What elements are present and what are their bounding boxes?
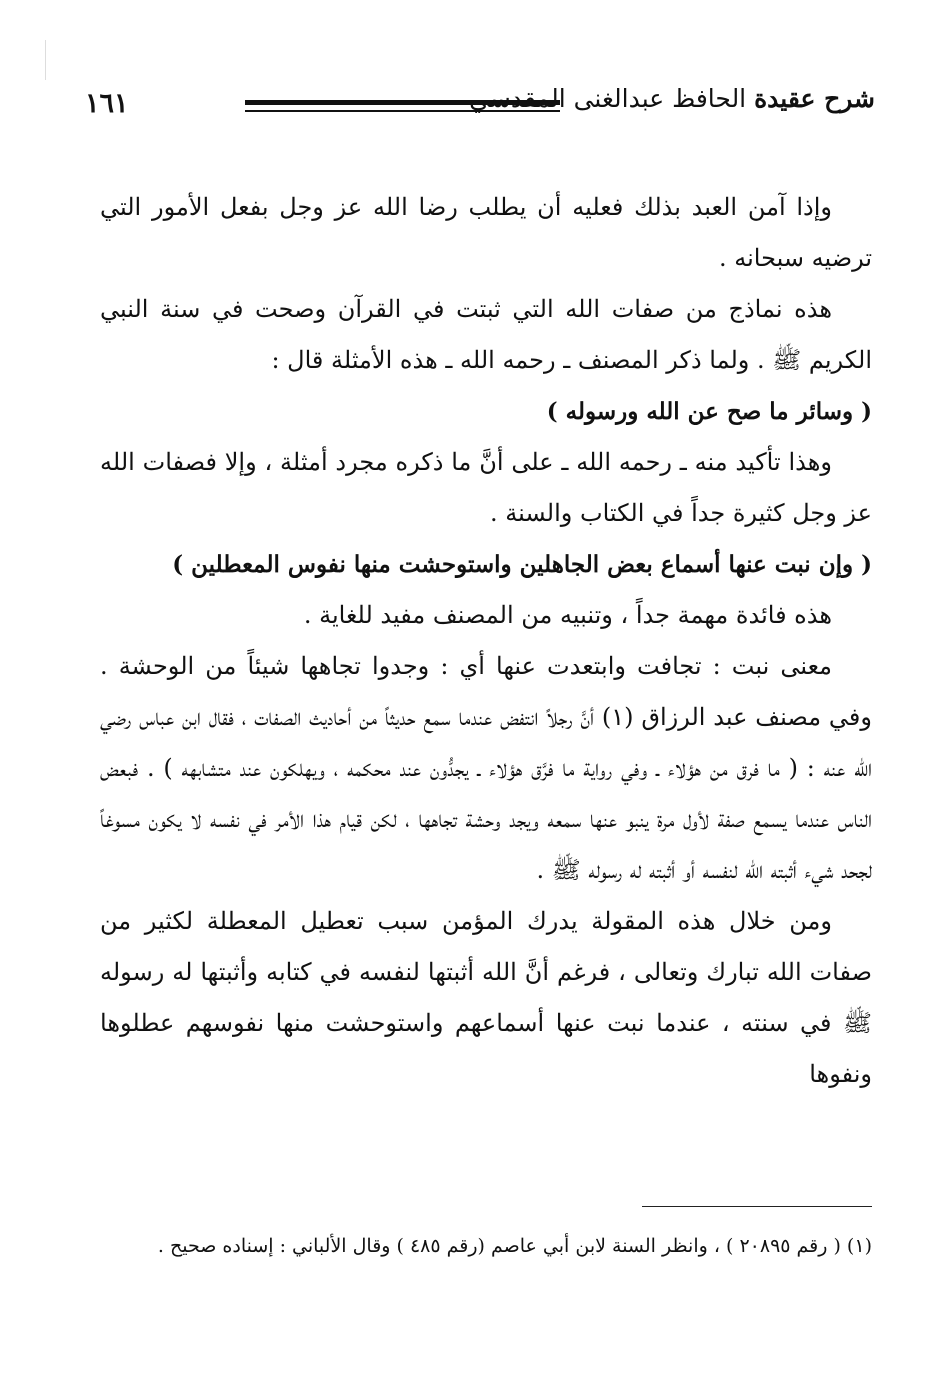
running-header: [85, 82, 875, 132]
scan-margin-mark: [45, 40, 46, 80]
matn-quote: ( وسائر ما صح عن الله ورسوله ): [546, 398, 872, 425]
paragraph: معنى نبت : تجافت وابتعدت عنها أي : وجدوا تجاهها شيئاً من الوحشة . وفي مصنف عبد الرزاق (١) أنَّ رجلاً انتفض عندما سمع حديثاً من أحاديث الصفات ، فقال ابن عباس رضي الله عنه : ( ما فرق من هؤلاء ـ وفي رواية ما فرَّق هؤلاء ـ يجدُّون عند محكمه ، ويهلكون عند متشابهه ) . فبعض الناس عندما يسمع صفة لأول مرة ينبو عنها سمعه ويجد وحشة تجاهها ، لكن قيام هذا الأمر في نفسه لا يكون مسوغاً لجحد شيء أثبته الله لنفسه أو أثبته له رسوله ﷺ .: [100, 652, 872, 884]
book-title-bold: شرح عقيدة: [754, 84, 875, 113]
paragraph: وإذا آمن العبد بذلك فعليه أن يطلب رضا الله عز وجل بفعل الأمور التي ترضيه سبحانه .: [100, 193, 872, 272]
paragraph: هذه نماذج من صفات الله التي ثبتت في القرآن وصحت في سنة النبي الكريم ﷺ . ولما ذكر المصنف ـ رحمه الله ـ هذه الأمثلة قال :: [100, 295, 872, 374]
main-text: [100, 182, 872, 1100]
book-title-rest: الحافظ عبدالغنى المقدسي: [469, 84, 755, 113]
paragraph: ومن خلال هذه المقولة يدرك المؤمن سبب تعطيل المعطلة لكثير من صفات الله تبارك وتعالى ، فرغم أنَّ الله أثبتها لنفسه في كتابه وأثبتها له رسوله ﷺ في سنته ، عندما نبت عنها أسماعهم واستوحشت منها نفوسهم عطلوها ونفوها: [100, 907, 872, 1088]
paragraph: هذه فائدة مهمة جداً ، وتنبيه من المصنف مفيد للغاية .: [303, 601, 832, 629]
footnote-separator: [642, 1206, 872, 1207]
paragraph: وهذا تأكيد منه ـ رحمه الله ـ على أنَّ ما ذكره مجرد أمثلة ، وإلا فصفات الله عز وجل كثيرة جداً في الكتاب والسنة .: [100, 448, 872, 527]
matn-quote: ( وإن نبت عنها أسماع بعض الجاهلين واستوحشت منها نفوس المعطلين ): [172, 551, 872, 578]
page-number: ١٦١: [85, 88, 129, 119]
book-title: [469, 84, 875, 113]
footnote: (١) ( رقم ٢٠٨٩٥ ) ، وانظر السنة لابن أبي عاصم (رقم ٤٨٥ ) وقال الألباني : إسناده صحيح .: [157, 1235, 872, 1257]
